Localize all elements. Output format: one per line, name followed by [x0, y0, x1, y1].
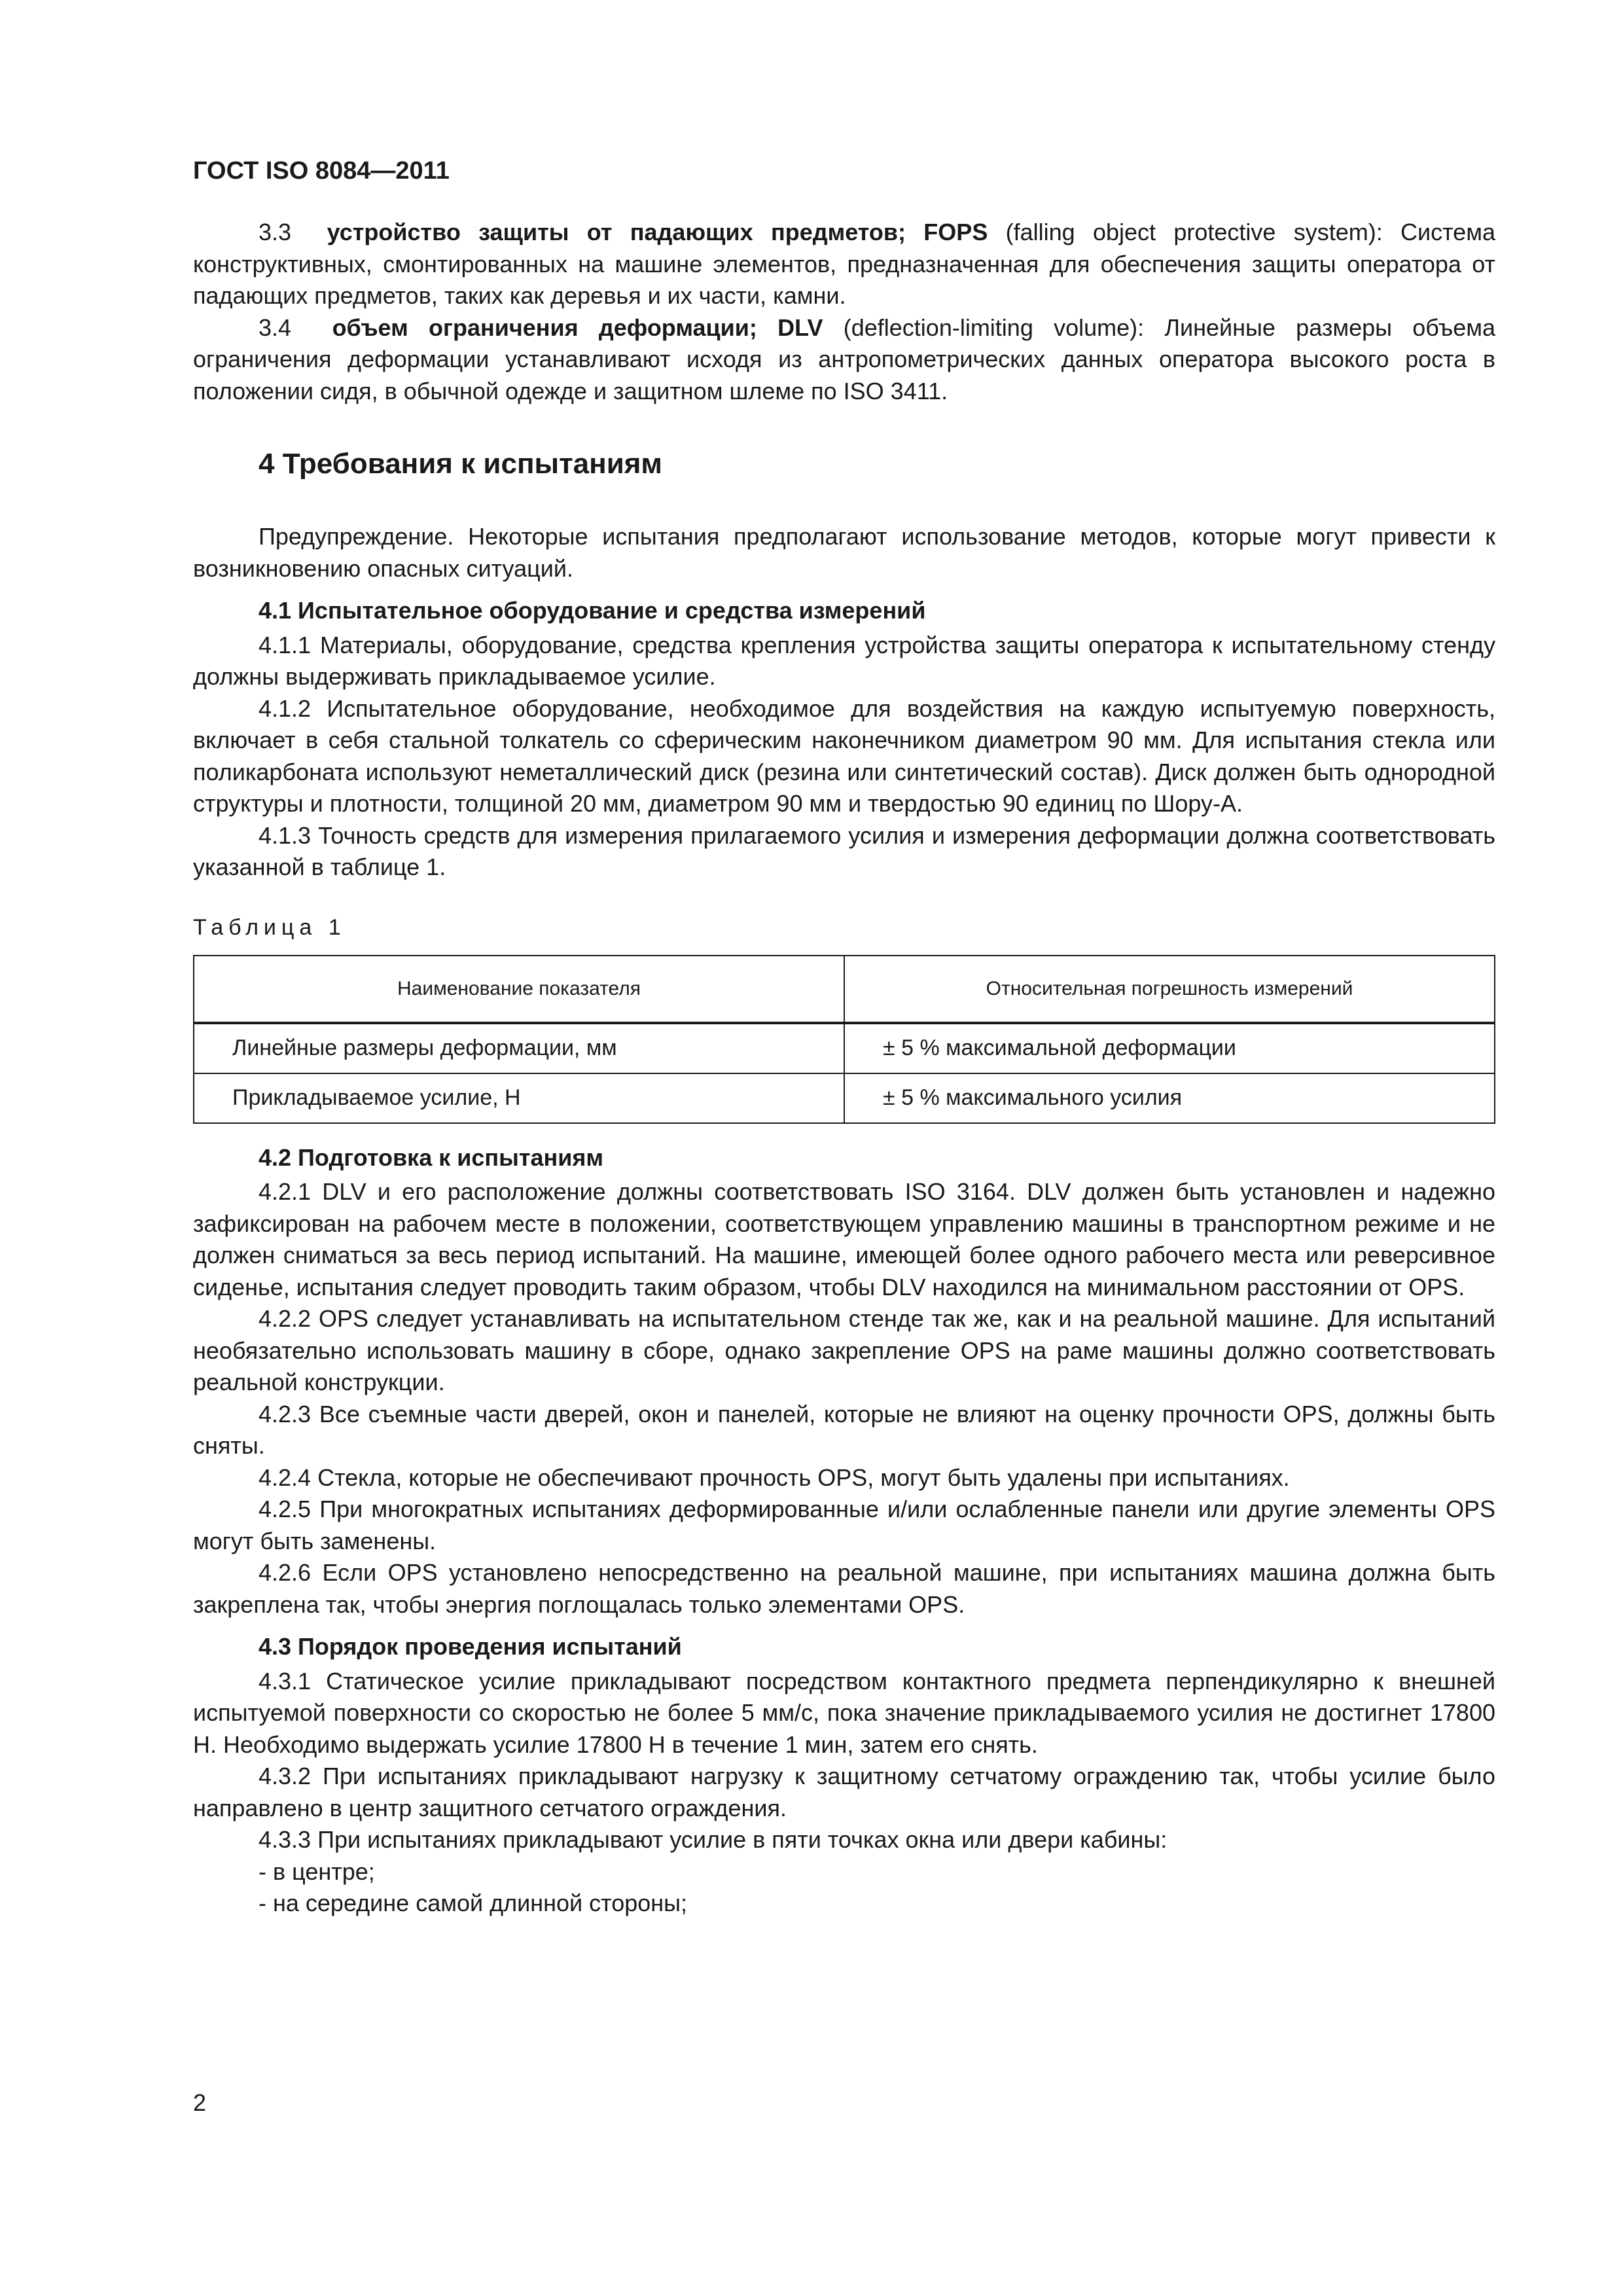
table-header-cell: Наименование показателя: [194, 956, 844, 1023]
table-cell: ± 5 % максимального усилия: [844, 1073, 1495, 1123]
table-header-row: [194, 956, 1495, 1023]
table-header-cell: Относительная погрешность измерений: [844, 956, 1495, 1023]
paragraph-4-2-4: 4.2.4 Стекла, которые не обеспечивают прочность OPS, могут быть удалены при испытаниях.: [259, 1463, 1290, 1491]
paragraph-4-3-1: 4.3.1 Статическое усилие прикладывают посредством контактного предмета перпендикулярно к внешней испытуемой поверхности со скоростью не более 5 мм/с, пока значение прикладываемого усилия не достигнет 17800 Н. Необходимо выдержать усилие 17800 Н в течение 1 мин, затем его снять.: [193, 1667, 1495, 1758]
subsection-4-3-heading: 4.3 Порядок проведения испытаний: [259, 1633, 682, 1660]
table-row: [194, 1023, 1495, 1073]
paragraph-4-2-5: 4.2.5 При многократных испытаниях деформированные и/или ослабленные панели или другие элементы OPS могут быть заменены.: [193, 1496, 1495, 1554]
definition-text: (deflection-limiting volume): Линейные размеры объема ограничения деформации устанавливают исходя из антропометрических данных оператора высокого роста в положении сидя, в обычной одежде и защитном шлеме по ISO 3411.: [193, 314, 1495, 404]
paragraph-4-2-6: 4.2.6 Если OPS установлено непосредственно на реальной машине, при испытаниях машина должна быть закреплена так, чтобы энергия поглощалась только элементами OPS.: [193, 1559, 1495, 1618]
table-cell: Прикладываемое усилие, Н: [194, 1073, 844, 1123]
paragraph-4-1-3: 4.1.3 Точность средств для измерения прилагаемого усилия и измерения деформации должна соответствовать указанной в таблице 1.: [193, 821, 1495, 880]
definition-term: объем ограничения деформации; DLV: [332, 314, 823, 341]
definition-number: 3.3: [259, 219, 292, 245]
definition-term: устройство защиты от падающих предметов; FOPS: [327, 219, 988, 245]
document-page: [193, 157, 1495, 1920]
paragraph-4-2-1: 4.2.1 DLV и его расположение должны соответствовать ISO 3164. DLV должен быть установлен и надежно зафиксирован на рабочем месте в положении, соответствующем управлению машины в транспортном режиме и не должен сниматься за весь период испытаний. На машине, имеющей более одного рабочего места или реверсивное сиденье, испытания следует проводить таким образом, чтобы DLV находился на минимальном расстоянии от OPS.: [193, 1178, 1495, 1300]
document-header: ГОСТ ISO 8084—2011: [193, 157, 450, 185]
definition-3-4: [193, 312, 1495, 408]
measurement-accuracy-table: [193, 955, 1495, 1124]
page-number: 2: [193, 2089, 207, 2116]
section-4-heading: 4 Требования к испытаниям: [259, 448, 662, 480]
warning-text: Предупреждение. Некоторые испытания предполагают использование методов, которые могут привести к возникновению опасных ситуаций.: [193, 523, 1495, 582]
list-item: - на середине самой длинной стороны;: [259, 1890, 688, 1916]
subsection-4-1-heading: 4.1 Испытательное оборудование и средства измерений: [259, 597, 926, 624]
table-cell: Линейные размеры деформации, мм: [194, 1023, 844, 1073]
paragraph-4-2-2: 4.2.2 OPS следует устанавливать на испытательном стенде так же, как и на реальной машине. Для испытаний необязательно использовать машину в сборе, однако закрепление OPS на раме машины должно соответствовать реальной конструкции.: [193, 1305, 1495, 1395]
table-row: [194, 1073, 1495, 1123]
definition-3-3: [193, 217, 1495, 312]
list-item: - в центре;: [259, 1857, 375, 1885]
definition-text: (falling object protective system): Система конструктивных, смонтированных на машине элементов, предназначенная для обеспечения защиты оператора от падающих предметов, таких как деревья и их части, камни.: [193, 219, 1495, 309]
paragraph-4-3-3: 4.3.3 При испытаниях прикладывают усилие в пяти точках окна или двери кабины:: [259, 1826, 1168, 1853]
definition-number: 3.4: [259, 314, 292, 341]
paragraph-4-1-1: 4.1.1 Материалы, оборудование, средства крепления устройства защиты оператора к испытательному стенду должны выдерживать прикладываемое усилие.: [193, 631, 1495, 690]
table-cell: ± 5 % максимальной деформации: [844, 1023, 1495, 1073]
subsection-4-2-heading: 4.2 Подготовка к испытаниям: [259, 1143, 604, 1171]
paragraph-4-1-2: 4.1.2 Испытательное оборудование, необходимое для воздействия на каждую испытуемую поверхность, включает в себя стальной толкатель со сферическим наконечником диаметром 90 мм. Для испытания стекла или поликарбоната используют неметаллический диск (резина или синтетический состав). Диск должен быть однородной структуры и плотности, толщиной 20 мм, диаметром 90 мм и твердостью 90 единиц по Шору-А.: [193, 694, 1495, 817]
paragraph-4-2-3: 4.2.3 Все съемные части дверей, окон и панелей, которые не влияют на оценку прочности OPS, должны быть сняты.: [193, 1400, 1495, 1459]
table-caption: Таблица 1: [193, 914, 346, 940]
paragraph-4-3-2: 4.3.2 При испытаниях прикладывают нагрузку к защитному сетчатому ограждению так, чтобы усилие было направлено в центр защитного сетчатого ограждения.: [193, 1763, 1495, 1821]
